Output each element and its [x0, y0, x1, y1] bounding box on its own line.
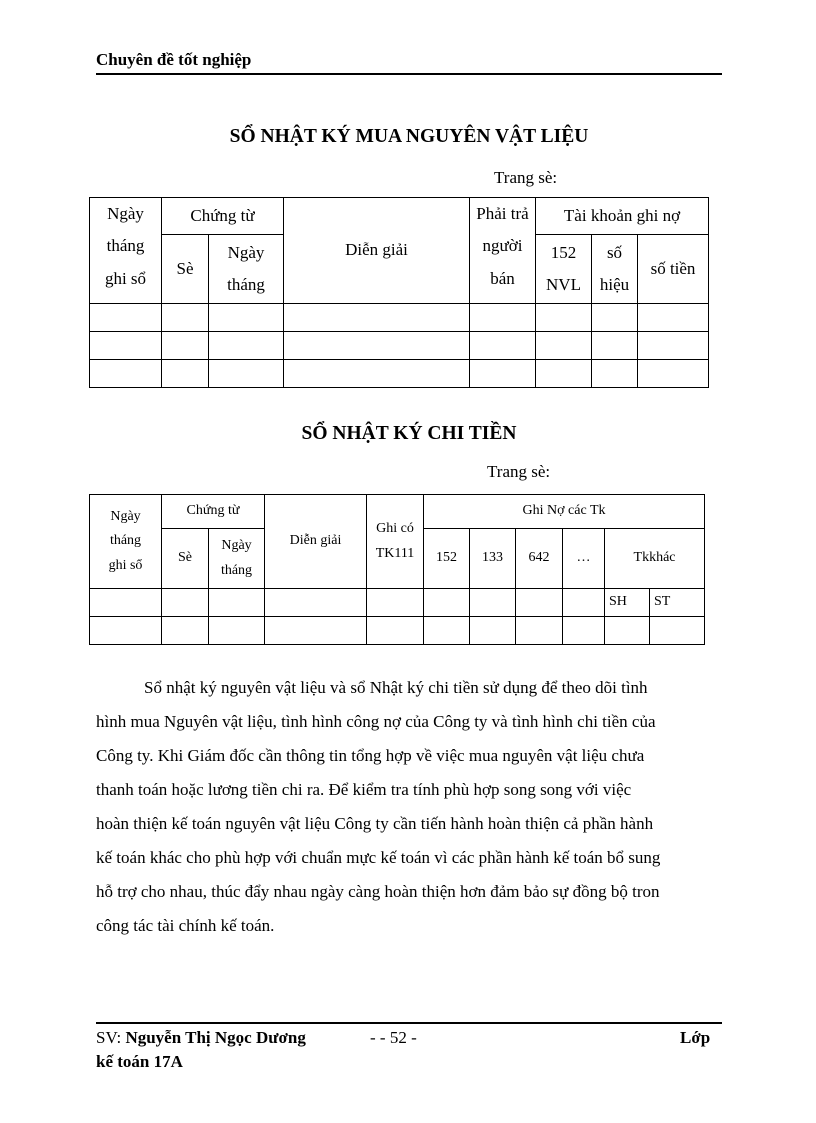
col-ghi-no-cac-tk: Ghi Nợ các Tk — [424, 495, 705, 529]
footer-class-name: kế toán 17A — [96, 1052, 183, 1071]
col-st: ST — [650, 589, 705, 617]
paragraph-line: công tác tài chính kế toán. — [96, 916, 275, 935]
col-152: 152 — [424, 529, 470, 589]
paragraph-line: hoàn thiện kế toán nguyên vật liệu Công ty cần tiến hành hoàn thiện cả phần hành — [96, 814, 654, 833]
cash-journal-table — [89, 494, 705, 645]
col-tai-khoan-ghi-no: Tài khoản ghi nợ — [536, 198, 709, 235]
section2-page-label: Trang sè: — [487, 462, 551, 481]
col-642: 642 — [516, 529, 563, 589]
paragraph-line: Sổ nhật ký nguyên vật liệu và sổ Nhật ký chi tiền sử dụng để theo dõi tình — [144, 678, 648, 697]
footer-divider — [96, 1022, 722, 1024]
student-name: Nguyễn Thị Ngọc Dương — [125, 1028, 306, 1047]
section2-title: SỔ NHẬT KÝ CHI TIỀN — [301, 423, 517, 444]
page-number: - - 52 - — [370, 1028, 417, 1047]
purchase-journal-table — [89, 197, 709, 388]
col-dien-giai: Diễn giải — [284, 198, 470, 304]
col-dien-giai: Diễn giải — [265, 495, 367, 589]
col-152-nvl: 152 NVL — [536, 235, 592, 304]
section1-page-label: Trang sè: — [494, 168, 558, 187]
col-sh: SH — [605, 589, 650, 617]
col-so-hieu: số hiệu — [592, 235, 638, 304]
col-ghi-co-tk111: Ghi có TK111 — [367, 495, 424, 589]
col-ngay-ghi-so: Ngày tháng ghi sổ — [90, 198, 162, 304]
paragraph-line: hỗ trợ cho nhau, thúc đẩy nhau ngày càng hoàn thiện hơn đảm bảo sự đồng bộ tron — [96, 882, 660, 901]
col-so-tien: số tiền — [638, 235, 709, 304]
paragraph-line: hình mua Nguyên vật liệu, tình hình công nợ của Công ty và tình hình chi tiền của — [96, 712, 656, 731]
document-header: Chuyên đề tốt nghiệp — [96, 50, 722, 75]
col-ngay-thang: Ngày tháng — [209, 529, 265, 589]
body-paragraph — [96, 671, 722, 943]
table-row — [90, 332, 709, 360]
table-row — [90, 304, 709, 332]
col-133: 133 — [470, 529, 516, 589]
sv-label: SV: — [96, 1028, 126, 1047]
col-ngay-thang: Ngày tháng — [209, 235, 284, 304]
col-chung-tu: Chứng từ — [162, 198, 284, 235]
table-row — [90, 589, 705, 617]
col-ellipsis: … — [563, 529, 605, 589]
col-tk-khac: Tkkhác — [605, 529, 705, 589]
col-se: Sè — [162, 235, 209, 304]
col-phai-tra: Phải trả người bán — [470, 198, 536, 304]
footer-class-label: Lớp — [680, 1028, 711, 1047]
paragraph-line: kế toán khác cho phù hợp với chuẩn mực kế toán vì các phần hành kế toán bổ sung — [96, 848, 661, 867]
paragraph-line: Công ty. Khi Giám đốc cần thông tin tổng hợp về việc mua nguyên vật liệu chưa — [96, 746, 645, 765]
col-chung-tu: Chứng từ — [162, 495, 265, 529]
section1-title: SỔ NHẬT KÝ MUA NGUYÊN VẬT LIỆU — [229, 126, 589, 147]
paragraph-line: thanh toán hoặc lương tiền chi ra. Để kiểm tra tính phù hợp song song với việc — [96, 780, 632, 799]
table-row — [90, 617, 705, 645]
col-ngay-ghi-so: Ngày tháng ghi sổ — [90, 495, 162, 589]
table-row — [90, 360, 709, 388]
col-se: Sè — [162, 529, 209, 589]
footer-student — [96, 1028, 306, 1048]
